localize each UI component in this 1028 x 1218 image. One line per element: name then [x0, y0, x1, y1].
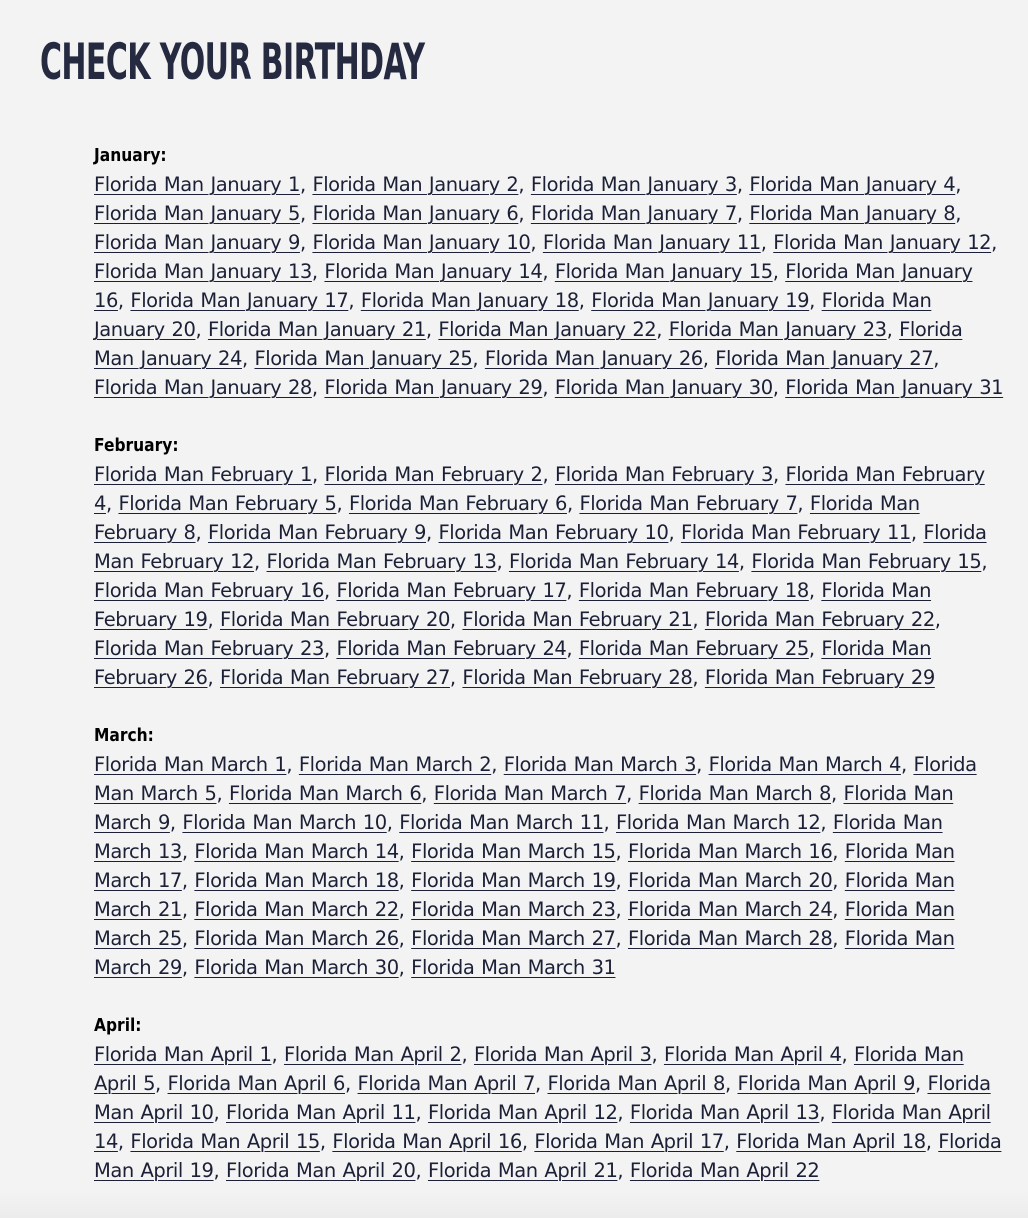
date-link[interactable]: Florida Man April 9	[737, 1072, 915, 1095]
date-link[interactable]: Florida Man January 10	[312, 231, 531, 254]
date-link[interactable]: Florida Man February 23	[94, 637, 324, 660]
date-link[interactable]: Florida Man March 1	[94, 753, 287, 776]
date-link[interactable]: Florida Man February 10	[438, 521, 669, 544]
month-section-march	[94, 721, 1004, 982]
date-link[interactable]: Florida Man March 27	[411, 927, 616, 950]
date-link[interactable]: Florida Man January 24	[94, 318, 963, 370]
date-link[interactable]: Florida Man February 29	[704, 666, 935, 689]
date-link[interactable]: Florida Man January 21	[207, 318, 426, 341]
date-link[interactable]: Florida Man March 23	[411, 898, 616, 921]
date-link[interactable]: Florida Man January 18	[360, 289, 579, 312]
date-link[interactable]: Florida Man January 6	[312, 202, 519, 225]
date-link[interactable]: Florida Man January 17	[130, 289, 349, 312]
date-link[interactable]: Florida Man February 4	[94, 463, 985, 515]
date-link[interactable]: Florida Man February 6	[348, 492, 567, 515]
date-link[interactable]: Florida Man March 28	[627, 927, 833, 950]
date-link[interactable]: Florida Man January 13	[94, 260, 312, 283]
date-link[interactable]: Florida Man February 5	[118, 492, 337, 515]
date-link[interactable]: Florida Man January 27	[715, 347, 934, 370]
date-link[interactable]: Florida Man February 3	[554, 463, 773, 486]
date-link[interactable]: Florida Man April 10	[94, 1072, 991, 1124]
date-link[interactable]: Florida Man February 18	[578, 579, 809, 602]
date-link[interactable]: Florida Man March 20	[627, 869, 833, 892]
date-link[interactable]: Florida Man April 20	[226, 1159, 416, 1182]
date-link[interactable]: Florida Man February 14	[508, 550, 739, 573]
date-link[interactable]: Florida Man February 24	[336, 637, 567, 660]
date-link[interactable]: Florida Man January 20	[94, 289, 932, 341]
month-heading: February:	[94, 435, 179, 456]
date-link[interactable]: Florida Man January 5	[94, 202, 300, 225]
date-link[interactable]: Florida Man January 7	[530, 202, 737, 225]
date-link[interactable]: Florida Man January 30	[554, 376, 773, 399]
date-link[interactable]: Florida Man February 28	[462, 666, 693, 689]
date-link[interactable]: Florida Man January 4	[749, 173, 956, 196]
date-link[interactable]: Florida Man January 22	[438, 318, 657, 341]
date-link[interactable]: Florida Man February 8	[94, 492, 920, 544]
date-link[interactable]: Florida Man February 11	[680, 521, 911, 544]
date-link[interactable]: Florida Man April 22	[629, 1159, 820, 1182]
month-link-list: Florida Man March 1, Florida Man March 2, Florida Man March 3, Florida Man March 4, Florida Man March 5, Florida Man March 6, Florida Man March 7, Florida Man March 8, Florida Man March 9, Florida Man March 10, Florida Man March 11, Florida Man March 12, Florida Man March 13, Florida Man March 14, Florida Man March 15, Florida Man March 16, Florida Man March 17, Florida Man March 18, Florida Man March 19, Florida Man March 20, Florida Man March 21, Florida Man March 22, Florida Man March 23, Florida Man March 24, Florida Man March 25, Florida Man March 26, Florida Man March 27, Florida Man March 28, Florida Man March 29, Florida Man March 30, Florida Man March 31	[94, 753, 977, 979]
date-link[interactable]: Florida Man January 9	[94, 231, 300, 254]
date-link[interactable]: Florida Man March 11	[399, 811, 604, 834]
date-link[interactable]: Florida Man January 28	[94, 376, 312, 399]
date-link[interactable]: Florida Man March 21	[94, 869, 955, 921]
date-link[interactable]: Florida Man February 15	[751, 550, 982, 573]
date-link[interactable]: Florida Man February 21	[462, 608, 693, 631]
month-section-february	[94, 431, 1004, 692]
date-link[interactable]: Florida Man February 20	[219, 608, 450, 631]
date-link[interactable]: Florida Man January 29	[324, 376, 543, 399]
date-link[interactable]: Florida Man January 26	[484, 347, 703, 370]
page-title: CHECK YOUR BIRTHDAY	[40, 33, 425, 91]
date-link[interactable]: Florida Man January 19	[591, 289, 810, 312]
date-link[interactable]: Florida Man March 30	[194, 956, 399, 979]
date-link[interactable]: Florida Man April 12	[427, 1101, 618, 1124]
date-link[interactable]: Florida Man January 15	[554, 260, 773, 283]
date-link[interactable]: Florida Man March 9	[94, 782, 954, 834]
date-link[interactable]: Florida Man February 13	[266, 550, 497, 573]
date-link[interactable]: Florida Man March 16	[627, 840, 833, 863]
date-link[interactable]: Florida Man March 15	[411, 840, 616, 863]
date-link[interactable]: Florida Man January 11	[542, 231, 761, 254]
date-link[interactable]: Florida Man February 2	[324, 463, 543, 486]
date-link[interactable]: Florida Man March 18	[194, 869, 399, 892]
date-link[interactable]: Florida Man April 13	[629, 1101, 820, 1124]
month-list	[94, 141, 1004, 1214]
month-heading: March:	[94, 725, 154, 746]
month-link-list: Florida Man January 1, Florida Man January 2, Florida Man January 3, Florida Man January 4, Florida Man January 5, Florida Man January 6, Florida Man January 7, Florida Man January 8, Florida Man January 9, Florida Man January 10, Florida Man January 11, Florida Man January 12, Florida Man January 13, Florida Man January 14, Florida Man January 15, Florida Man January 16, Florida Man January 17, Florida Man January 18, Florida Man January 19, Florida Man January 20, Florida Man January 21, Florida Man January 22, Florida Man January 23, Florida Man January 24, Florida Man January 25, Florida Man January 26, Florida Man January 27, Florida Man January 28, Florida Man January 29, Florida Man January 30, Florida Man January 31	[94, 173, 1004, 399]
date-link[interactable]: Florida Man April 17	[534, 1130, 724, 1153]
date-link[interactable]: Florida Man April 19	[94, 1130, 1002, 1182]
date-link[interactable]: Florida Man April 2	[283, 1043, 462, 1066]
date-link[interactable]: Florida Man March 19	[411, 869, 616, 892]
date-link[interactable]: Florida Man March 8	[638, 782, 832, 805]
date-link[interactable]: Florida Man February 19	[94, 579, 932, 631]
date-link[interactable]: Florida Man March 22	[194, 898, 399, 921]
date-link[interactable]: Florida Man April 15	[130, 1130, 320, 1153]
date-link[interactable]: Florida Man March 12	[616, 811, 821, 834]
month-link-list: Florida Man April 1, Florida Man April 2, Florida Man April 3, Florida Man April 4, Florida Man April 5, Florida Man April 6, Florida Man April 7, Florida Man April 8, Florida Man April 9, Florida Man April 10, Florida Man April 11, Florida Man April 12, Florida Man April 13, Florida Man April 14, Florida Man April 15, Florida Man April 16, Florida Man April 17, Florida Man April 18, Florida Man April 19, Florida Man April 20, Florida Man April 21, Florida Man April 22	[94, 1043, 1002, 1182]
date-link[interactable]: Florida Man April 18	[736, 1130, 926, 1153]
date-link[interactable]: Florida Man February 7	[579, 492, 798, 515]
date-link[interactable]: Florida Man January 12	[773, 231, 992, 254]
date-link[interactable]: Florida Man February 1	[94, 463, 312, 486]
date-link[interactable]: Florida Man January 2	[312, 173, 519, 196]
date-link[interactable]: Florida Man March 14	[194, 840, 399, 863]
date-link[interactable]: Florida Man January 23	[668, 318, 887, 341]
month-section-january	[94, 141, 1004, 402]
date-link[interactable]: Florida Man February 25	[578, 637, 809, 660]
date-link[interactable]: Florida Man April 14	[94, 1101, 991, 1153]
date-link[interactable]: Florida Man March 10	[182, 811, 387, 834]
date-link[interactable]: Florida Man March 6	[228, 782, 422, 805]
date-link[interactable]: Florida Man April 4	[663, 1043, 842, 1066]
date-link[interactable]: Florida Man March 31	[411, 956, 616, 979]
date-link[interactable]: Florida Man April 5	[94, 1043, 964, 1095]
date-link[interactable]: Florida Man April 7	[357, 1072, 535, 1095]
date-link[interactable]: Florida Man March 13	[94, 811, 943, 863]
date-link[interactable]: Florida Man January 31	[785, 376, 1004, 399]
month-section-april	[94, 1011, 1004, 1185]
date-link[interactable]: Florida Man March 2	[298, 753, 492, 776]
date-link[interactable]: Florida Man February 9	[208, 521, 426, 544]
date-link[interactable]: Florida Man April 3	[473, 1043, 652, 1066]
date-link[interactable]: Florida Man March 17	[94, 840, 955, 892]
date-link[interactable]: Florida Man March 3	[503, 753, 697, 776]
month-heading: April:	[94, 1015, 142, 1036]
date-link[interactable]: Florida Man March 5	[94, 753, 977, 805]
date-link[interactable]: Florida Man March 26	[194, 927, 399, 950]
date-link[interactable]: Florida Man March 7	[433, 782, 627, 805]
date-link[interactable]: Florida Man February 16	[94, 579, 324, 602]
date-link[interactable]: Florida Man January 8	[749, 202, 956, 225]
date-link[interactable]: Florida Man April 21	[427, 1159, 618, 1182]
date-link[interactable]: Florida Man January 16	[94, 260, 973, 312]
month-heading: January:	[94, 145, 167, 166]
date-link[interactable]: Florida Man April 8	[547, 1072, 725, 1095]
date-link[interactable]: Florida Man February 17	[336, 579, 567, 602]
date-link[interactable]: Florida Man January 1	[94, 173, 300, 196]
date-link[interactable]: Florida Man February 12	[94, 521, 987, 573]
date-link[interactable]: Florida Man February 27	[219, 666, 450, 689]
date-link[interactable]: Florida Man January 14	[324, 260, 543, 283]
date-link[interactable]: Florida Man April 6	[167, 1072, 346, 1095]
date-link[interactable]: Florida Man March 29	[94, 927, 955, 979]
date-link[interactable]: Florida Man March 24	[627, 898, 833, 921]
date-link[interactable]: Florida Man February 26	[94, 637, 932, 689]
date-link[interactable]: Florida Man April 16	[332, 1130, 522, 1153]
date-link[interactable]: Florida Man January 3	[530, 173, 737, 196]
date-link[interactable]: Florida Man April 1	[94, 1043, 272, 1066]
date-link[interactable]: Florida Man January 25	[254, 347, 473, 370]
date-link[interactable]: Florida Man March 4	[708, 753, 901, 776]
month-link-list: Florida Man February 1, Florida Man February 2, Florida Man February 3, Florida Man February 4, Florida Man February 5, Florida Man February 6, Florida Man February 7, Florida Man February 8, Florida Man February 9, Florida Man February 10, Florida Man February 11, Florida Man February 12, Florida Man February 13, Florida Man February 14, Florida Man February 15, Florida Man February 16, Florida Man February 17, Florida Man February 18, Florida Man February 19, Florida Man February 20, Florida Man February 21, Florida Man February 22, Florida Man February 23, Florida Man February 24, Florida Man February 25, Florida Man February 26, Florida Man February 27, Florida Man February 28, Florida Man February 29	[94, 463, 988, 689]
date-link[interactable]: Florida Man April 11	[226, 1101, 416, 1124]
date-link[interactable]: Florida Man March 25	[94, 898, 955, 950]
date-link[interactable]: Florida Man February 22	[704, 608, 935, 631]
